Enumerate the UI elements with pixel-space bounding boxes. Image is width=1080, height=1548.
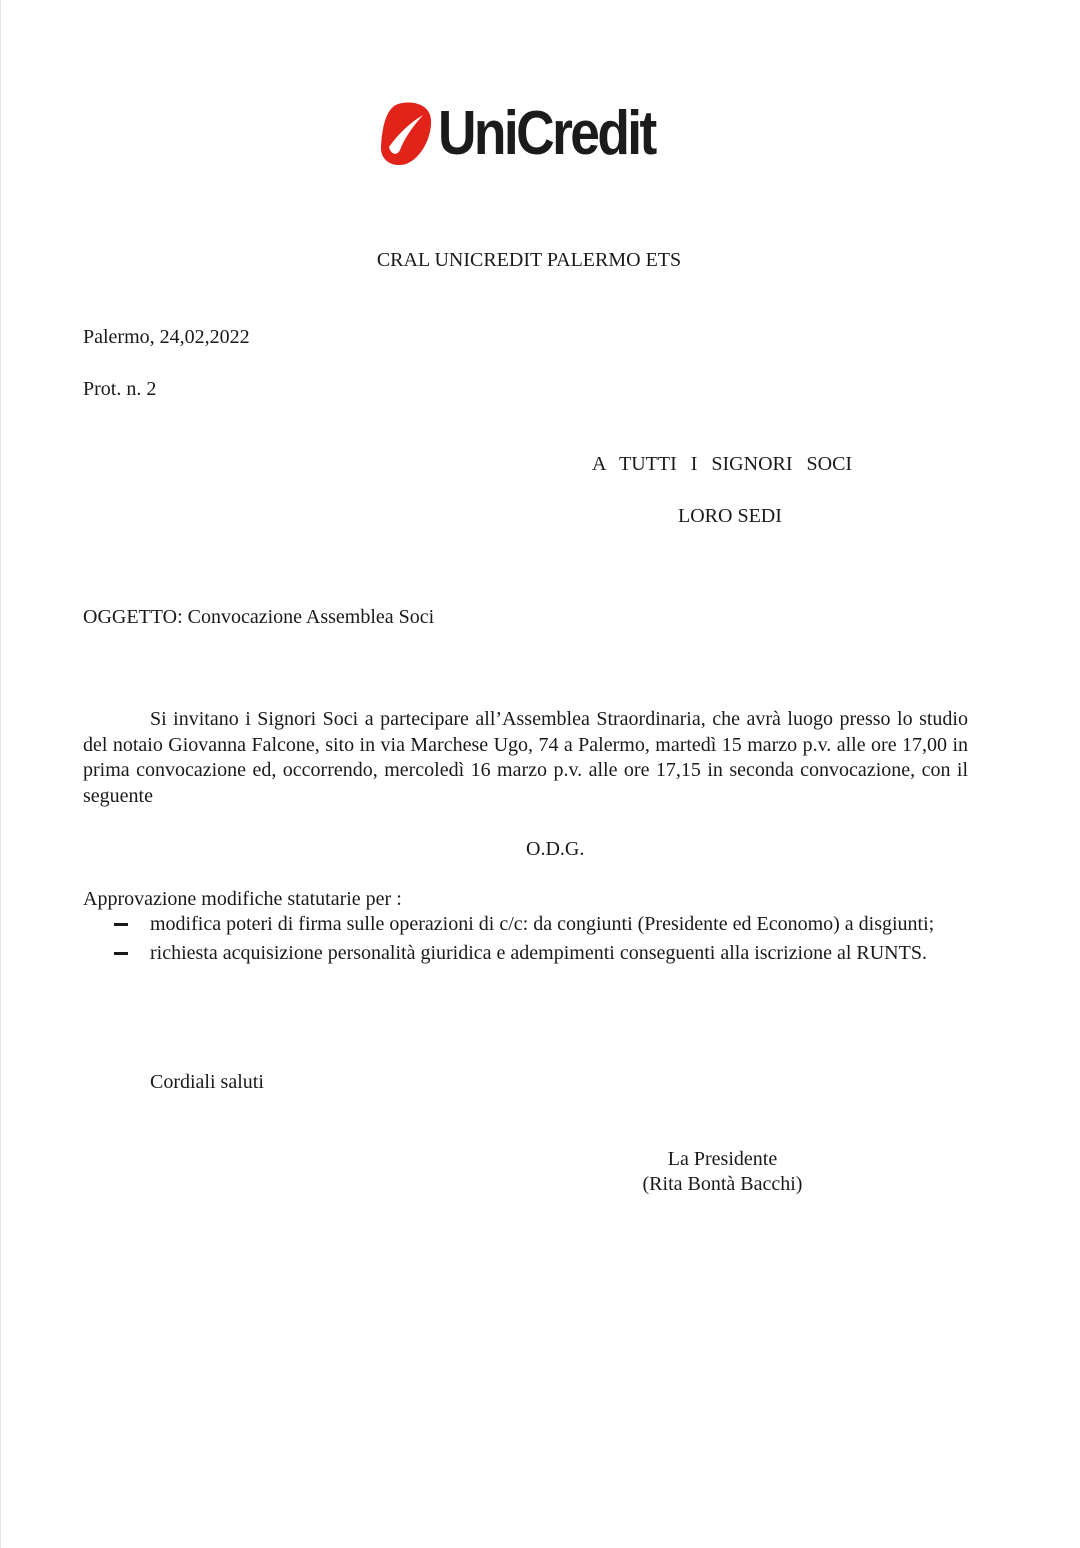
page-edge [0, 0, 1, 1548]
recipients: A TUTTI I SIGNORI SOCI [592, 453, 853, 475]
logo-wordmark: UniCredit [438, 99, 655, 168]
date-line: Palermo, 24,02,2022 [83, 326, 250, 348]
subject-line: OGGETTO: Convocazione Assemblea Soci [83, 606, 435, 628]
body-paragraph: Si invitano i Signori Soci a partecipare all’Assemblea Straordinaria, che avrà luogo presso lo studio del notaio Giovanna Falcone, sito in via Marchese Ugo, 74 a Palermo, martedì 15 marzo p.v. alle ore 17,00 in prima convocazione ed, occorrendo, mercoledì 16 marzo p.v. alle ore 17,15 in seconda convocazione, con il seguente [83, 708, 968, 807]
dash-bullet-icon [114, 923, 128, 926]
list-item [114, 911, 944, 937]
agenda-intro: Approvazione modifiche statutarie per : [83, 888, 402, 910]
agenda-item-text: modifica poteri di firma sulle operazioni di c/c: da congiunti (Presidente ed Economo) a disgiunti; [150, 913, 935, 935]
signature-name: (Rita Bontà Bacchi) [642, 1173, 803, 1195]
agenda-list [114, 911, 944, 969]
list-item [114, 940, 944, 966]
closing-salutation: Cordiali saluti [150, 1071, 264, 1093]
dash-bullet-icon [114, 952, 128, 955]
protocol-number: Prot. n. 2 [83, 378, 157, 400]
signature-block [600, 1147, 845, 1197]
recipients-location: LORO SEDI [678, 505, 782, 527]
agenda-item-text: richiesta acquisizione personalità giuridica e adempimenti conseguenti alla iscrizione al RUNTS. [150, 942, 927, 964]
agenda-heading: O.D.G. [526, 838, 585, 860]
signature-title: La Presidente [667, 1148, 778, 1170]
organization-title: CRAL UNICREDIT PALERMO ETS [376, 249, 682, 271]
unicredit-logo [378, 98, 678, 170]
unicredit-logo-icon [378, 100, 434, 168]
